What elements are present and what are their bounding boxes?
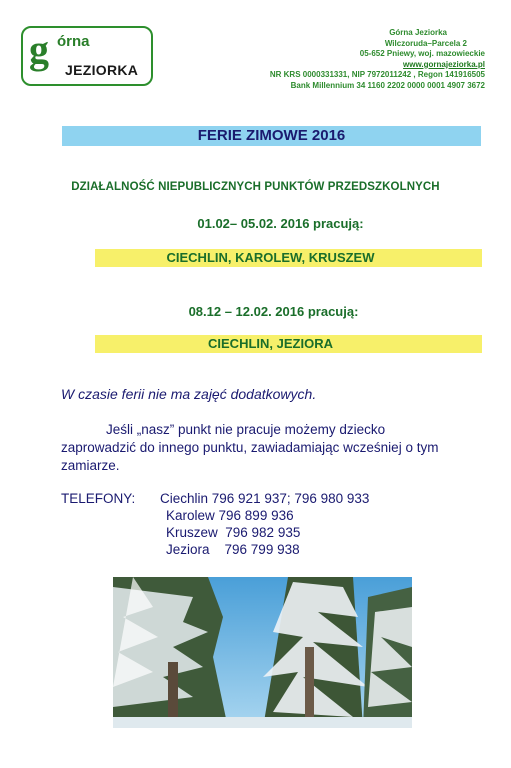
- phones-label: TELEFONY:: [61, 491, 136, 506]
- period2-dates: 08.12 – 12.02. 2016 pracują:: [188, 304, 359, 319]
- registry-info: NR KRS 0000331331, NIP 7972011242 , Regon 141916505: [269, 70, 485, 79]
- website-link[interactable]: www.gornajeziorka.pl: [403, 59, 485, 69]
- logo: [21, 26, 153, 86]
- paragraph-line1: Jeśli „nasz” punkt nie pracuje możemy dziecko: [106, 422, 386, 437]
- logo-g-letter: g: [29, 27, 49, 72]
- phone-kruszew: Kruszew 796 982 935: [166, 525, 301, 540]
- phone-ciechlin: Ciechlin 796 921 937; 796 980 933: [160, 491, 370, 506]
- period2-places: CIECHLIN, JEZIORA: [208, 336, 333, 351]
- paragraph-line2: zaprowadzić do innego punktu, zawiadamiając wcześniej o tym: [61, 440, 439, 455]
- no-extra-classes-note: W czasie ferii nie ma zajęć dodatkowych.: [61, 386, 317, 402]
- logo-gorna-text: órna: [57, 33, 90, 50]
- period1-places: CIECHLIN, KAROLEW, KRUSZEW: [166, 250, 375, 265]
- paragraph-line3: zamiarze.: [61, 458, 120, 473]
- org-name: Górna Jeziorka: [389, 28, 447, 37]
- bank-info: Bank Millennium 34 1160 2202 0000 0001 4907 3672: [290, 80, 485, 90]
- phone-jeziora: Jeziora 796 799 938: [166, 542, 300, 557]
- subtitle: DZIAŁALNOŚĆ NIEPUBLICZNYCH PUNKTÓW PRZEDSZKOLNYCH: [71, 181, 440, 193]
- period1-dates: 01.02– 05.02. 2016 pracują:: [197, 216, 364, 231]
- page-title: FERIE ZIMOWE 2016: [197, 127, 346, 144]
- address-line2: 05-652 Pniewy, woj. mazowieckie: [359, 49, 485, 58]
- phone-karolew: Karolew 796 899 936: [166, 508, 294, 523]
- logo-jeziorka-text: JEZIORKA: [65, 62, 139, 78]
- winter-trees-photo: [113, 577, 412, 728]
- info-paragraph: [61, 421, 491, 475]
- address-line1: Wilczoruda–Parcela 2: [384, 38, 467, 48]
- header-info: [270, 28, 485, 91]
